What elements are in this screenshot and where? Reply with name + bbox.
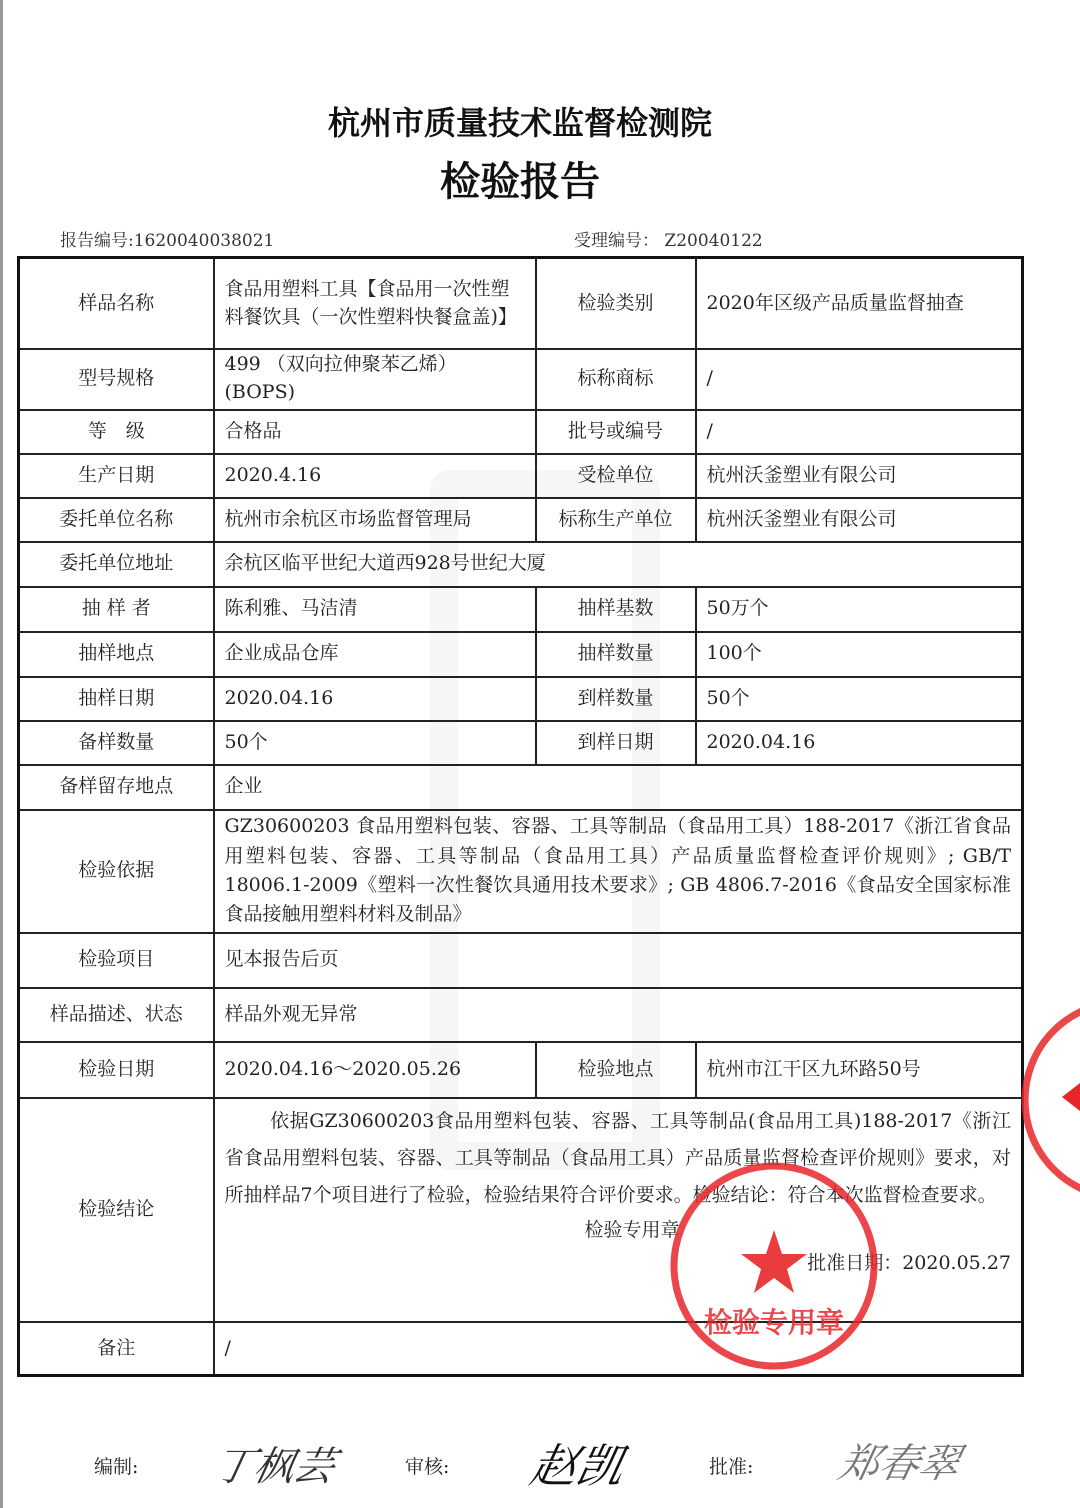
page-edge <box>0 0 3 1508</box>
seal-label: 检验专用章 <box>584 1218 680 1241</box>
label: 抽样地点 <box>19 632 214 677</box>
table-row <box>19 632 1023 677</box>
table-row <box>19 542 1023 587</box>
label: 委托单位名称 <box>19 498 214 542</box>
label: 样品名称 <box>19 258 214 349</box>
label: 到样日期 <box>536 721 696 765</box>
conclusion-cell <box>214 1098 1023 1322</box>
arrive-qty: 50个 <box>696 677 1023 721</box>
label: 检验地点 <box>536 1042 696 1098</box>
label: 检验结论 <box>19 1098 214 1322</box>
label: 样品描述、状态 <box>19 988 214 1042</box>
label: 等 级 <box>19 410 214 454</box>
inspect-type: 2020年区级产品质量监督抽查 <box>696 258 1023 349</box>
label: 生产日期 <box>19 454 214 498</box>
label: 抽样数量 <box>536 632 696 677</box>
sample-date: 2020.04.16 <box>214 677 536 721</box>
accept-number: 受理编号： Z20040122 <box>574 231 763 251</box>
label: 抽 样 者 <box>19 587 214 632</box>
label: 标称商标 <box>536 349 696 410</box>
table-row <box>19 587 1023 632</box>
label: 备注 <box>19 1322 214 1376</box>
sample-name: 食品用塑料工具【食品用一次性塑料餐饮具（一次性塑料快餐盒盖)】 <box>214 258 536 349</box>
table-row <box>19 1322 1023 1376</box>
model: 499 （双向拉伸聚苯乙烯）(BOPS) <box>214 349 536 410</box>
arrive-date: 2020.04.16 <box>696 721 1023 765</box>
table-row <box>19 410 1023 454</box>
label: 批号或编号 <box>536 410 696 454</box>
approve-signature: 郑春翠 <box>834 1441 965 1487</box>
svg-text:检验专用章: 检验专用章 <box>703 1306 845 1339</box>
batch: / <box>696 410 1023 454</box>
compile-label: 编制: <box>94 1456 139 1478</box>
inspection-items: 见本报告后页 <box>214 933 1023 988</box>
label: 检验项目 <box>19 933 214 988</box>
sampler: 陈利雅、马洁清 <box>214 587 536 632</box>
label: 抽样基数 <box>536 587 696 632</box>
label: 到样数量 <box>536 677 696 721</box>
label: 标称生产单位 <box>536 498 696 542</box>
sample-base: 50万个 <box>696 587 1023 632</box>
sample-description: 样品外观无异常 <box>214 988 1023 1042</box>
table-row <box>19 677 1023 721</box>
sample-place: 企业成品仓库 <box>214 632 536 677</box>
prod-date: 2020.4.16 <box>214 454 536 498</box>
label: 检验类别 <box>536 258 696 349</box>
institute-name: 杭州市质量技术监督检测院 <box>327 104 712 142</box>
table-row <box>19 454 1023 498</box>
label: 抽样日期 <box>19 677 214 721</box>
trademark: / <box>696 349 1023 410</box>
label: 备样数量 <box>19 721 214 765</box>
producer: 杭州沃釜塑业有限公司 <box>696 498 1023 542</box>
label: 检验依据 <box>19 810 214 933</box>
table-row <box>19 765 1023 810</box>
conclusion-text: 依据GZ30600203食品用塑料包装、容器、工具等制品(食品用工具)188-2017《浙江省食品用塑料包装、容器、工具等制品（食品用工具）产品质量监督检查评价规则》要求，对所抽样品7个项目进行了检验，检验结果符合评价要求。检验结论：符合本次监督检查要求。 <box>224 1109 1011 1206</box>
edge-seal-stamp <box>1018 995 1080 1205</box>
table-row <box>19 988 1023 1042</box>
report-number: 报告编号:1620040038021 <box>60 231 275 251</box>
label: 型号规格 <box>19 349 214 410</box>
approve-label: 批准: <box>709 1456 754 1478</box>
inspected-unit: 杭州沃釜塑业有限公司 <box>696 454 1023 498</box>
test-place: 杭州市江干区九环路50号 <box>696 1042 1023 1098</box>
remark: / <box>214 1322 1023 1376</box>
client: 杭州市余杭区市场监督管理局 <box>214 498 536 542</box>
table-row <box>19 258 1023 349</box>
table-row <box>19 810 1023 933</box>
report-title: 检验报告 <box>440 159 600 205</box>
sample-qty: 100个 <box>696 632 1023 677</box>
label: 委托单位地址 <box>19 542 214 587</box>
label: 受检单位 <box>536 454 696 498</box>
table-row <box>19 498 1023 542</box>
report-table <box>17 256 1024 1377</box>
client-address: 余杭区临平世纪大道西928号世纪大厦 <box>214 542 1023 587</box>
table-row <box>19 349 1023 410</box>
table-row <box>19 933 1023 988</box>
approve-date: 批准日期：2020.05.27 <box>807 1251 1011 1274</box>
backup-qty: 50个 <box>214 721 536 765</box>
review-signature: 赵凯 <box>525 1439 630 1493</box>
label: 备样留存地点 <box>19 765 214 810</box>
table-row <box>19 721 1023 765</box>
table-row <box>19 1098 1023 1322</box>
grade: 合格品 <box>214 410 536 454</box>
compile-signature: 丁枫芸 <box>209 1444 340 1490</box>
inspection-basis: GZ30600203 食品用塑料包装、容器、工具等制品（食品用工具）188-2017《浙江省食品用塑料包装、容器、工具等制品（食品用工具）产品质量监督检查评价规则》; GB/T 18006.1-2009《塑料一次性餐饮具通用技术要求》; GB 4806.7-2016《食品安全国家标准食品接触用塑料材料及制品》 <box>214 810 1023 933</box>
test-date: 2020.04.16～2020.05.26 <box>214 1042 536 1098</box>
label: 检验日期 <box>19 1042 214 1098</box>
backup-location: 企业 <box>214 765 1023 810</box>
table-row <box>19 1042 1023 1098</box>
review-label: 审核: <box>405 1456 450 1478</box>
